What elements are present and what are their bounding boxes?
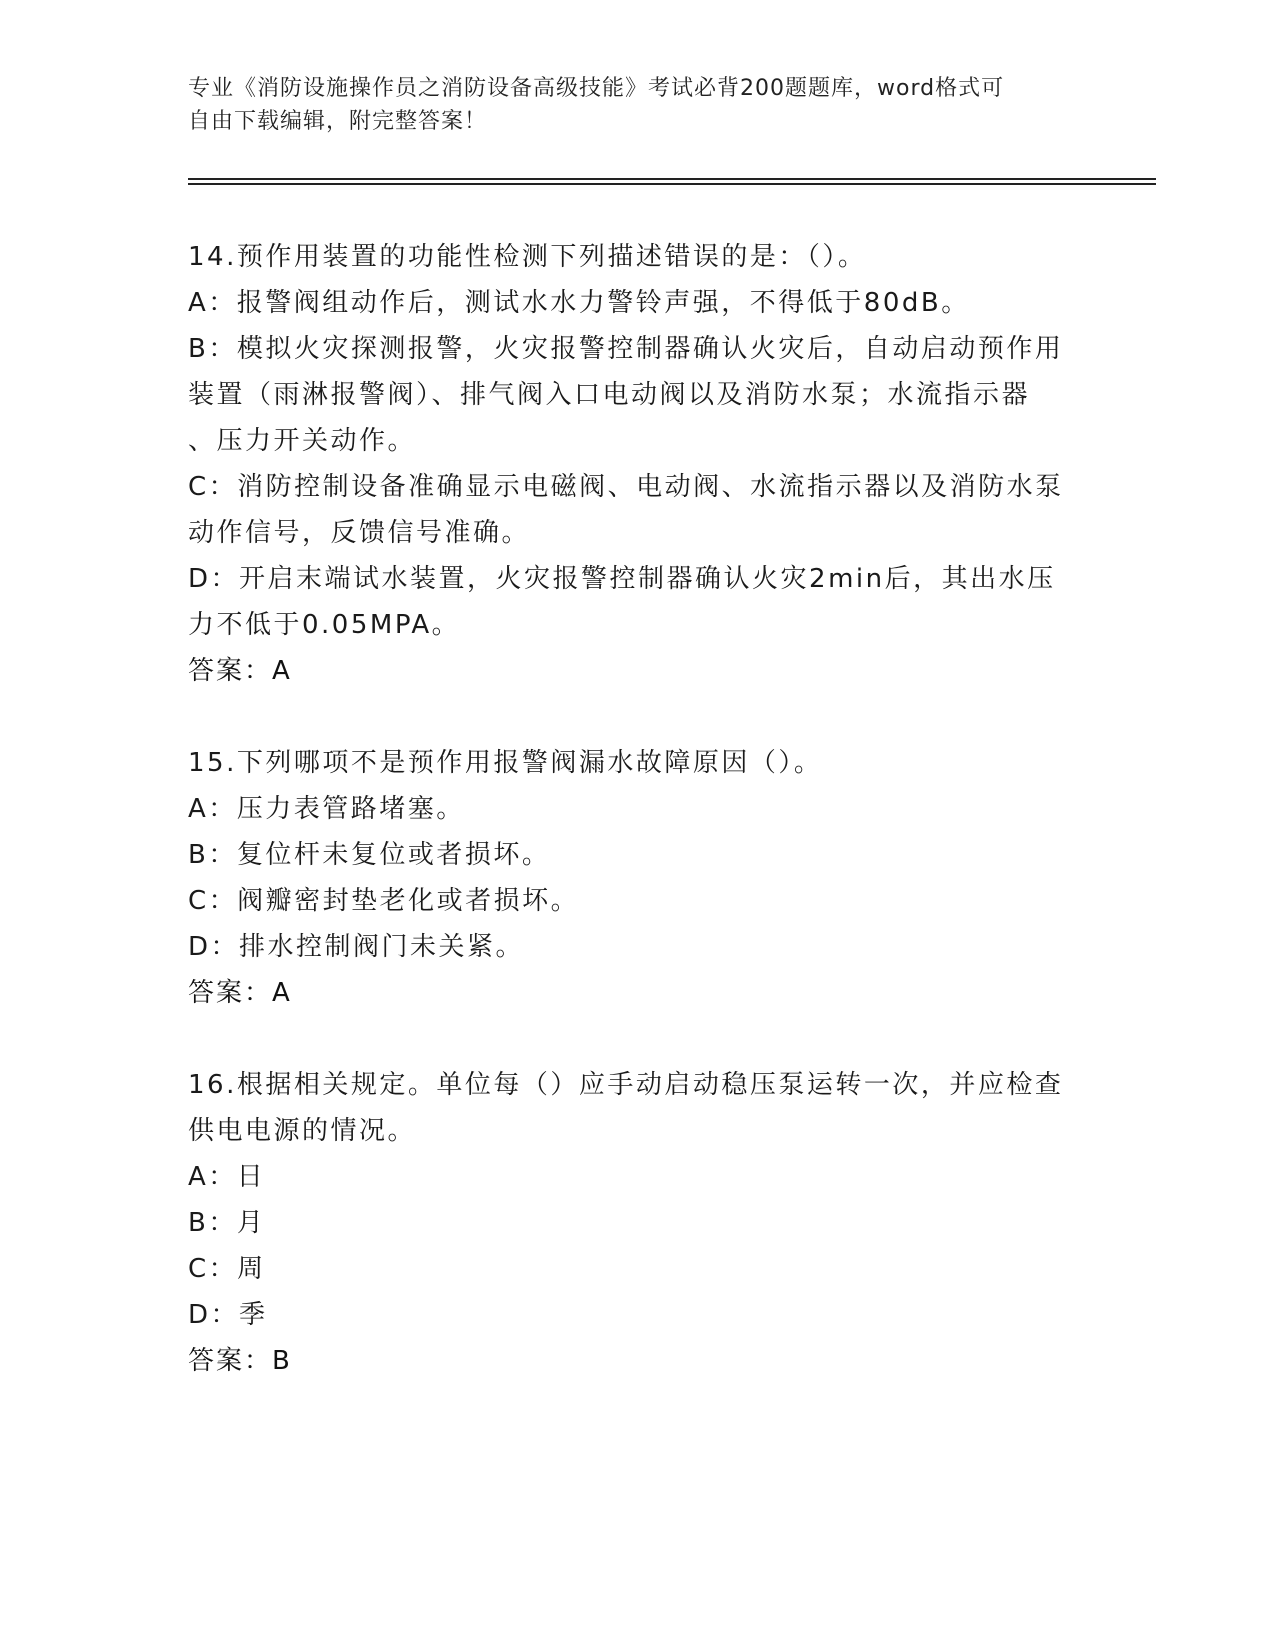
question-15-option-c: C：阀瓣密封垫老化或者损坏。 [188,886,580,916]
question-14-option-b-cont-1: 装置（雨淋报警阀）、排气阀入口电动阀以及消防水泵；水流指示器 [188,380,1031,410]
question-14-option-a: A：报警阀组动作后，测试水水力警铃声强，不得低于80dB。 [188,288,970,318]
question-15-answer: 答案：A [188,978,292,1008]
question-15-option-d: D：排水控制阀门未关紧。 [188,932,525,962]
question-14-option-d-cont: 力不低于0.05MPA。 [188,610,461,640]
question-14 [188,234,1088,694]
document-header [188,72,1088,138]
question-14-option-c: C：消防控制设备准确显示电磁阀、电动阀、水流指示器以及消防水泵 [188,472,1064,502]
question-14-option-c-cont: 动作信号，反馈信号准确。 [188,518,531,548]
question-16 [188,1062,1088,1384]
question-16-option-b: B：月 [188,1208,266,1238]
question-15-option-b: B：复位杆未复位或者损坏。 [188,840,551,870]
question-16-option-a: A：日 [188,1162,266,1192]
question-14-option-b-cont-2: 、压力开关动作。 [188,426,417,456]
question-15-stem: 15.下列哪项不是预作用报警阀漏水故障原因（）。 [188,748,823,778]
question-list [188,234,1088,1430]
header-divider-bottom [188,183,1156,185]
question-15-option-a: A：压力表管路堵塞。 [188,794,465,824]
question-16-option-c: C：周 [188,1254,266,1284]
question-15 [188,740,1088,1016]
question-16-option-d: D：季 [188,1300,268,1330]
question-16-stem-cont: 供电电源的情况。 [188,1116,417,1146]
question-14-option-d: D：开启末端试水装置，火灾报警控制器确认火灾2min后，其出水压 [188,564,1056,594]
question-14-answer: 答案：A [188,656,292,686]
header-line-1: 专业《消防设施操作员之消防设备高级技能》考试必背200题题库，word格式可 [188,76,1005,101]
header-divider-top [188,178,1156,180]
header-line-2: 自由下载编辑，附完整答案！ [188,109,488,134]
question-14-option-b: B：模拟火灾探测报警，火灾报警控制器确认火灾后，自动启动预作用 [188,334,1064,364]
question-16-stem: 16.根据相关规定。单位每（）应手动启动稳压泵运转一次，并应检查 [188,1070,1064,1100]
question-14-stem: 14.预作用装置的功能性检测下列描述错误的是：（）。 [188,242,867,272]
question-16-answer: 答案：B [188,1346,292,1376]
